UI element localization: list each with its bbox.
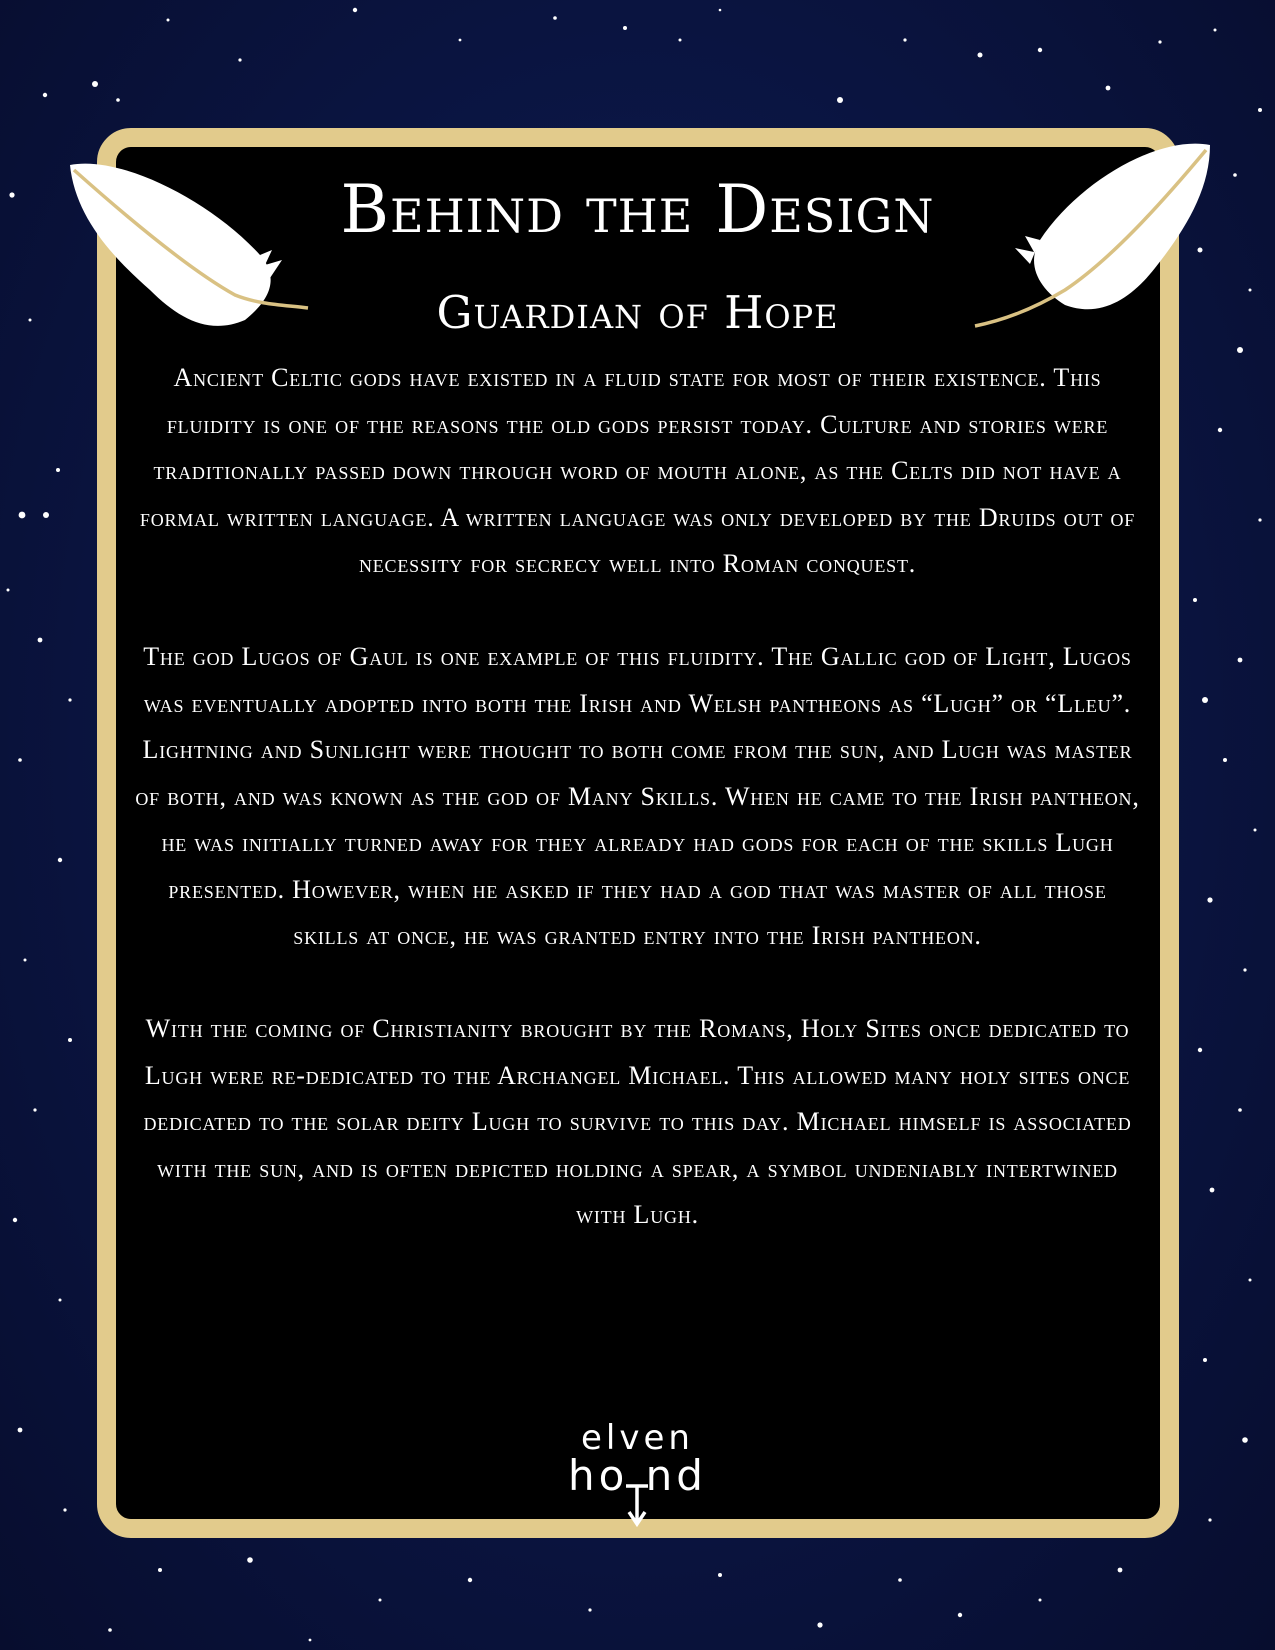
page-subtitle: Guardian of Hope: [436, 286, 839, 339]
paragraph-1: Ancient Celtic gods have existed in a fluid state for most of their existence. This fluidity is one of the reasons the old gods persist today. Culture and stories were traditionally passed down through word of mouth alone, as the Celts did not have a formal written language. A written language was only developed by the Druids out of necessity for secrecy well into Roman conquest.: [139, 363, 1136, 578]
logo-line-1: elven: [581, 1418, 694, 1458]
body-text: [135, 355, 1140, 1285]
paragraph-2: The god Lugos of Gaul is one example of this fluidity. The Gallic god of Light, Lugos was eventually adopted into both the Irish and Welsh pantheons as “Lugh” or “Lleu”. Lightning and Sunlight were thought to both come from the sun, and Lugh was master of both, and was known as the god of Many Skills. When he came to the Irish pantheon, he was initially turned away for they already had gods for each of the skills Lugh presented. However, when he asked if they had a god that was master of all those skills at once, he was granted entry into the Irish pantheon.: [135, 642, 1140, 950]
arrow-down-icon: [622, 1478, 652, 1528]
logo-line-2: ho nd: [568, 1451, 707, 1500]
page-title: Behind the Design: [340, 171, 935, 248]
elven-hound-logo: [510, 1418, 765, 1528]
paragraph-3: With the coming of Christianity brought by the Romans, Holy Sites once dedicated to Lugh were re-dedicated to the Archangel Michael. This allowed many holy sites once dedicated to the solar deity Lugh to survive to this day. Michael himself is associated with the sun, and is often depicted holding a spear, a symbol undeniably intertwined with Lugh.: [143, 1014, 1132, 1229]
